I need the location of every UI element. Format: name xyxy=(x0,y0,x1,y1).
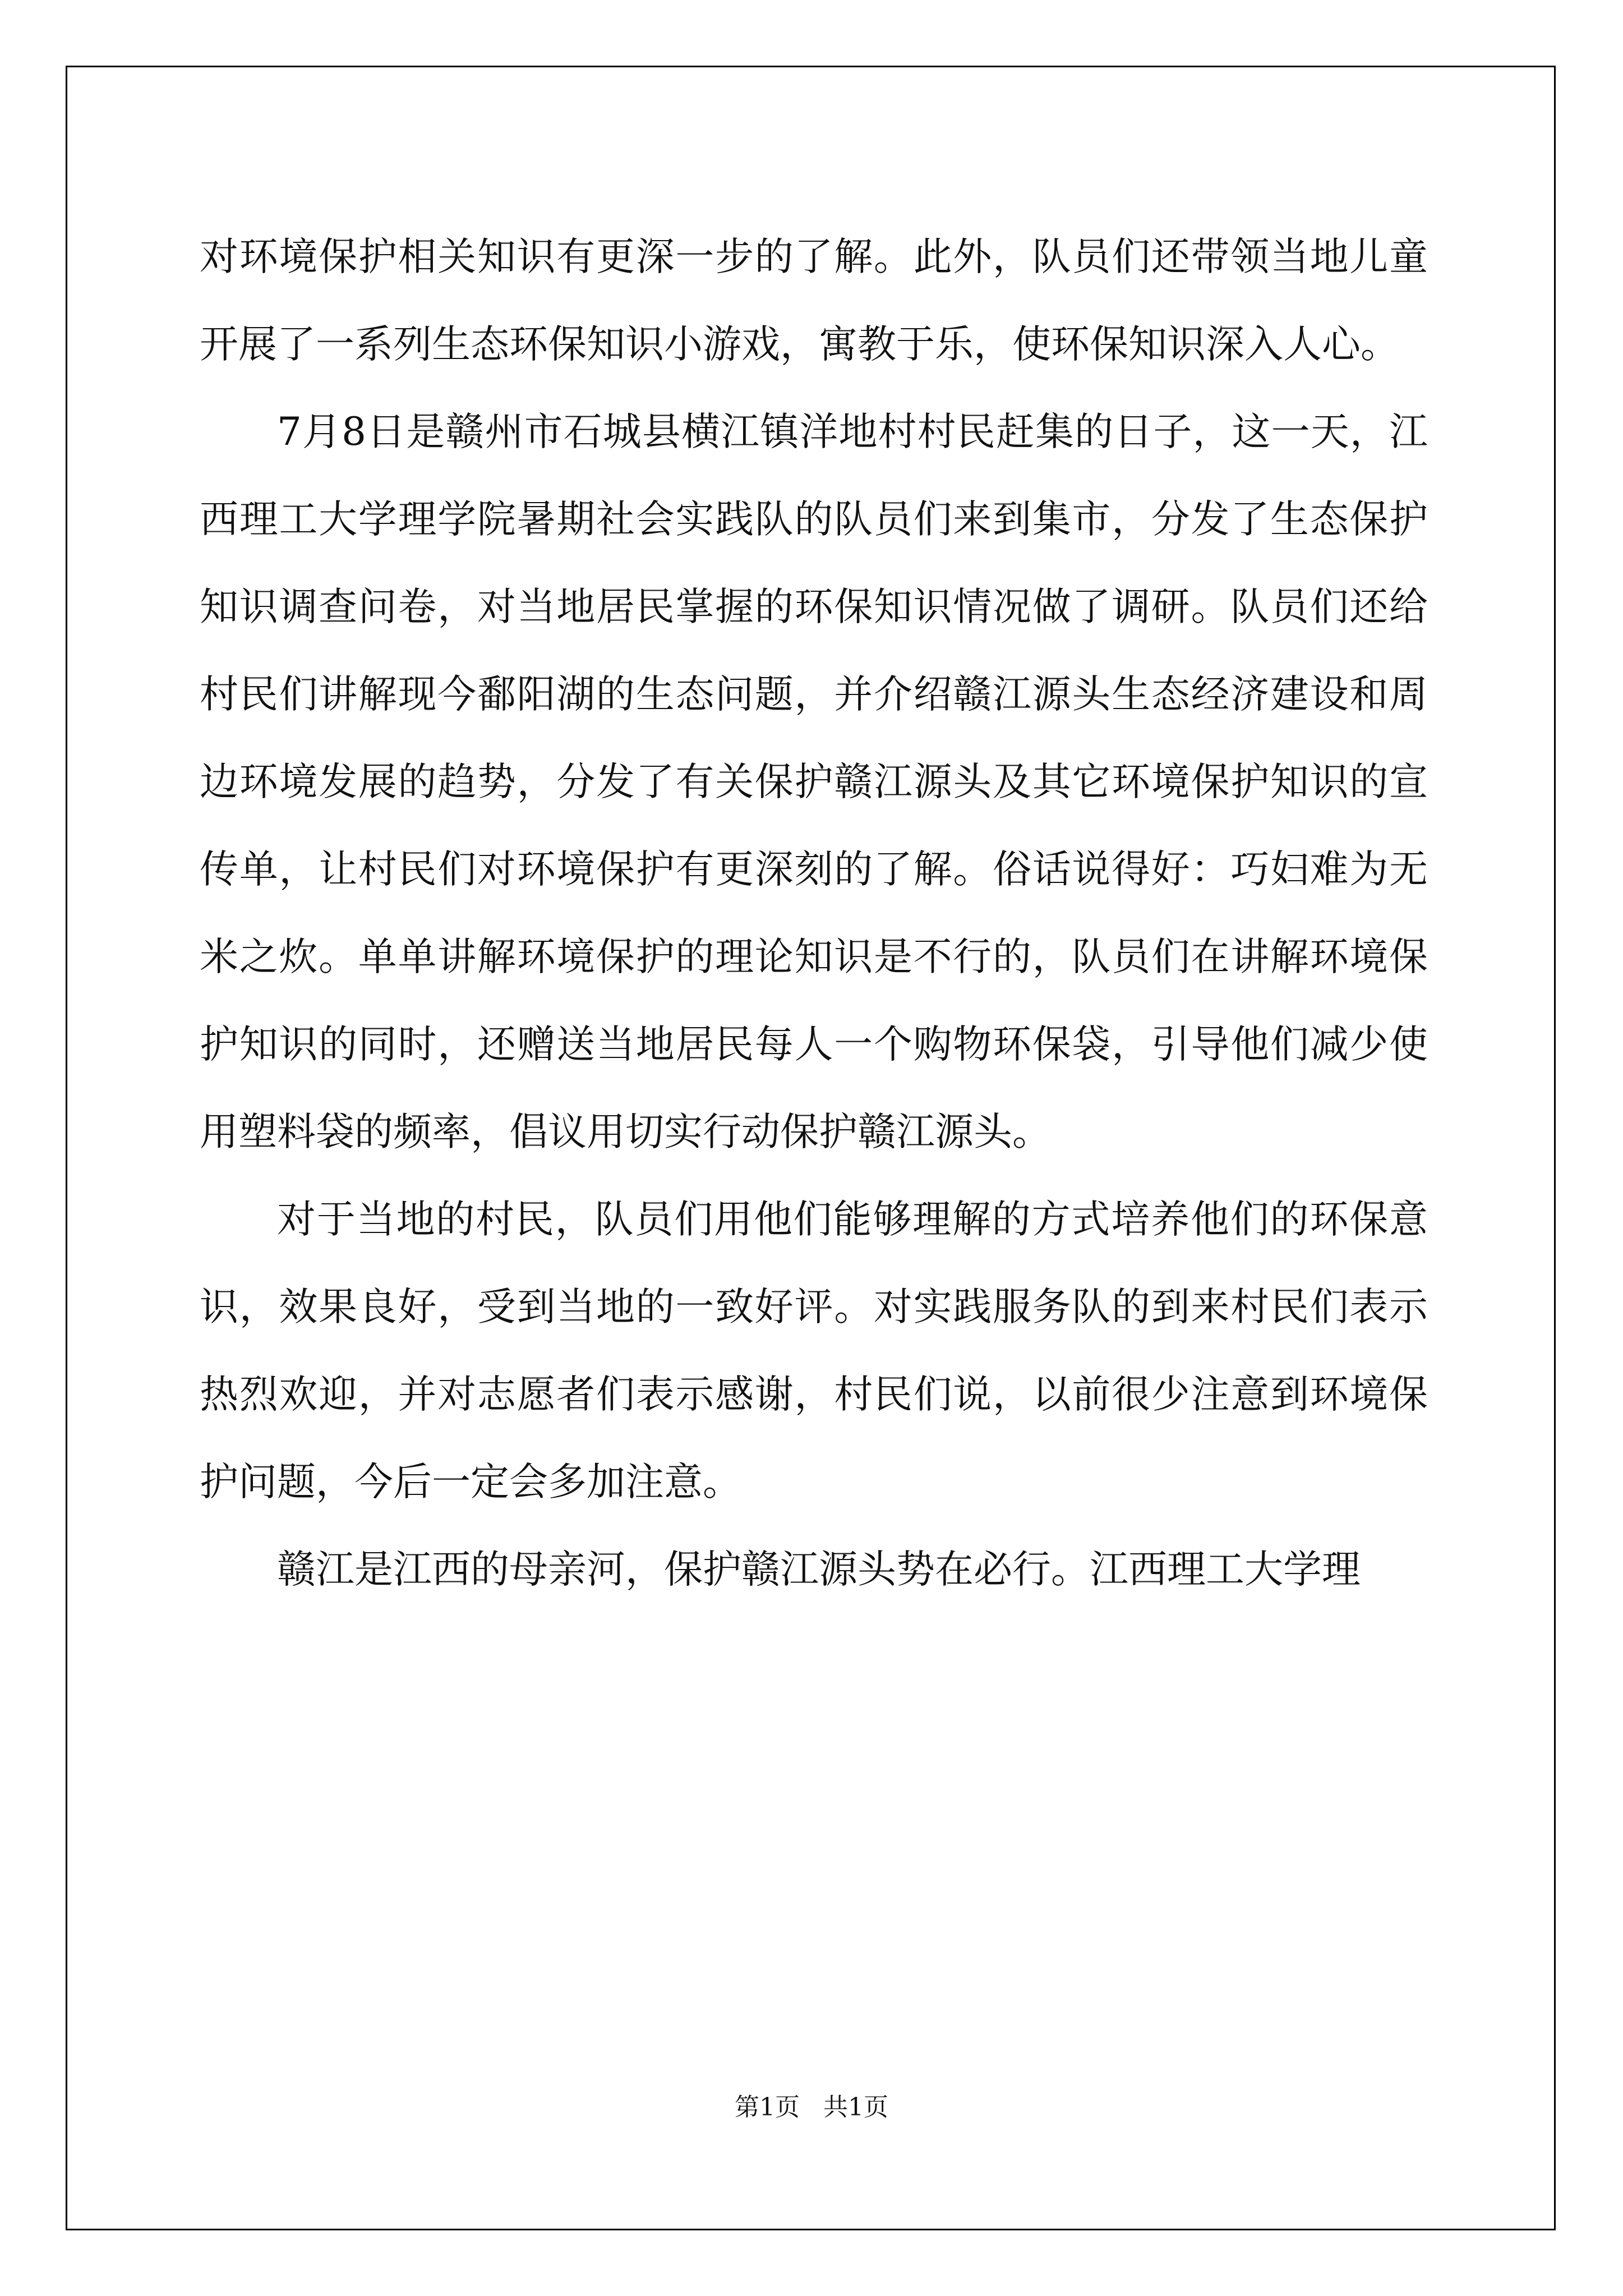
paragraph-3: 对于当地的村民，队员们用他们能够理解的方式培养他们的环保意识，效果良好，受到当地的一致好评。对实践服务队的到来村民们表示热烈欢迎，并对志愿者们表示感谢，村民们说，以前很少注意到环境保护问题，今后一定会多加注意。 xyxy=(200,1197,1428,1504)
paragraph-1: 对环境保护相关知识有更深一步的了解。此外，队员们还带领当地儿童开展了一系列生态环保知识小游戏，寓教于乐，使环保知识深入人心。 xyxy=(200,234,1428,367)
paragraph-4: 赣江是江西的母亲河，保护赣江源头势在必行。江西理工大学理 xyxy=(277,1547,1361,1592)
page-number-footer: 第1页 共1页 xyxy=(735,2093,888,2122)
paragraph-2: 7月8日是赣州市石城县横江镇洋地村村民赶集的日子，这一天，江西理工大学理学院暑期社会实践队的队员们来到集市，分发了生态保护知识调查问卷，对当地居民掌握的环保知识情况做了调研。队员们还给村民们讲解现今鄱阳湖的生态问题，并介绍赣江源头生态经济建设和周边环境发展的趋势，分发了有关保护赣江源头及其它环境保护知识的宣传单，让村民们对环境保护有更深刻的了解。俗话说得好：巧妇难为无米之炊。单单讲解环境保护的理论知识是不行的，队员们在讲解环境保护知识的同时，还赠送当地居民每人一个购物环保袋，引导他们减少使用塑料袋的频率，倡议用切实行动保护赣江源头。 xyxy=(200,409,1428,1154)
document-body xyxy=(200,213,1428,1613)
